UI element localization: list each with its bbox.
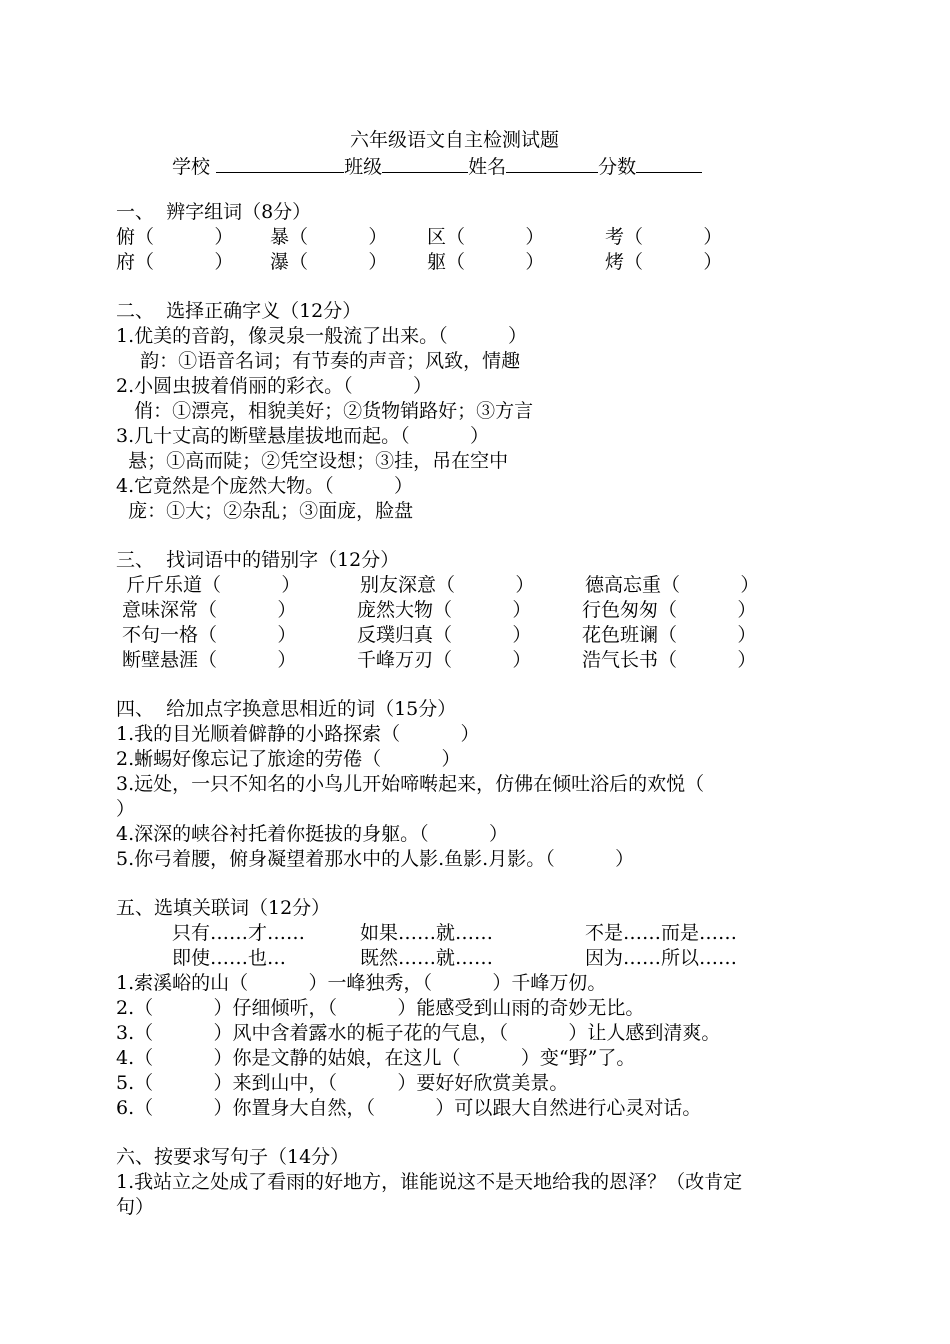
sec1-item: 府（ ） xyxy=(116,251,234,273)
sec2-line: 4.它竟然是个庞然大物。（ ） xyxy=(116,475,414,497)
section-2-heading: 二、 选择正确字义（12分） xyxy=(116,300,362,322)
section-4-heading: 四、 给加点字换意思相近的词（15分） xyxy=(116,698,457,720)
sec2-line: 庞：①大；②杂乱；③面庞，脸盘 xyxy=(116,500,414,522)
conjunction-option: 即使……也… xyxy=(172,947,287,969)
sec3-item: 意味深常（ ） xyxy=(122,599,297,621)
sec2-line: 1.优美的音韵，像灵泉一般流了出来。（ ） xyxy=(116,325,528,347)
sec6-line: 1.我站立之处成了看雨的好地方，谁能说这不是天地给我的恩泽？（改肯定 xyxy=(116,1171,743,1193)
conjunction-option: 既然……就…… xyxy=(360,947,494,969)
conjunction-option: 只有……才…… xyxy=(172,922,306,944)
conjunction-option: 如果……就…… xyxy=(360,922,494,944)
sec1-item: 俯（ ） xyxy=(116,226,234,248)
sec4-line: 3.远处，一只不知名的小鸟儿开始啼啭起来，仿佛在倾吐浴后的欢悦（ xyxy=(116,773,705,795)
school-label: 学校 xyxy=(172,156,211,178)
conjunction-option: 因为……所以…… xyxy=(585,947,738,969)
class-label: 班级 xyxy=(344,156,383,178)
conjunction-option: 不是……而是…… xyxy=(585,922,738,944)
sec2-line: 2.小圆虫披着俏丽的彩衣。（ ） xyxy=(116,375,433,397)
section-1-heading: 一、 辨字组词（8分） xyxy=(116,201,312,223)
sec2-line: 俏：①漂亮，相貌美好；②货物销路好；③方言 xyxy=(116,400,534,422)
sec3-item: 斤斤乐道（ ） xyxy=(126,574,301,596)
sec5-line: 6.（ ）你置身大自然，（ ）可以跟大自然进行心灵对话。 xyxy=(116,1097,702,1119)
section-6-heading: 六、按要求写句子（14分） xyxy=(116,1146,350,1168)
sec2-line: 3.几十丈高的断壁悬崖拔地而起。（ ） xyxy=(116,425,490,447)
score-label: 分数 xyxy=(598,156,637,178)
exam-title: 六年级语文自主检测试题 xyxy=(350,129,560,151)
sec4-line: ） xyxy=(116,798,136,820)
sec5-line: 5.（ ）来到山中，（ ）要好好欣赏美景。 xyxy=(116,1072,569,1094)
sec6-line: 句） xyxy=(116,1196,155,1218)
sec1-item: 瀑（ ） xyxy=(270,251,388,273)
sec3-item: 花色班谰（ ） xyxy=(582,624,757,646)
header-info-line xyxy=(172,152,702,179)
sec3-item: 反璞归真（ ） xyxy=(357,624,532,646)
section-3-heading: 三、 找词语中的错别字（12分） xyxy=(116,549,400,571)
sec3-item: 浩气长书（ ） xyxy=(582,649,757,671)
sec2-line: 悬；①高而陡；②凭空设想；③挂，吊在空中 xyxy=(116,450,509,472)
sec4-line: 1.我的目光顺着僻静的小路探索（ ） xyxy=(116,723,480,745)
score-blank[interactable] xyxy=(636,152,702,173)
sec1-item: 暴（ ） xyxy=(270,226,388,248)
class-blank[interactable] xyxy=(382,152,468,173)
sec5-line: 3.（ ）风中含着露水的栀子花的气息，（ ）让人感到清爽。 xyxy=(116,1022,721,1044)
sec4-line: 2.蜥蜴好像忘记了旅途的劳倦（ ） xyxy=(116,748,461,770)
sec1-item: 考（ ） xyxy=(605,226,723,248)
sec3-item: 断壁悬涯（ ） xyxy=(122,649,297,671)
sec4-line: 5.你弓着腰，俯身凝望着那水中的人影.鱼影.月影。（ ） xyxy=(116,848,635,870)
sec4-line: 4.深深的峡谷衬托着你挺拔的身躯。（ ） xyxy=(116,823,509,845)
sec3-item: 行色匆匆（ ） xyxy=(582,599,757,621)
sec5-line: 2.（ ）仔细倾听，（ ）能感受到山雨的奇妙无比。 xyxy=(116,997,645,1019)
name-label: 姓名 xyxy=(468,156,507,178)
sec2-line: 韵：①语音名词；有节奏的声音；风致，情趣 xyxy=(116,350,521,372)
sec5-line: 4.（ ）你是文静的姑娘，在这儿（ ）变“野”了。 xyxy=(116,1047,636,1069)
sec1-item: 躯（ ） xyxy=(427,251,545,273)
sec3-item: 千峰万刃（ ） xyxy=(357,649,532,671)
sec1-item: 区（ ） xyxy=(427,226,545,248)
sec3-item: 德高忘重（ ） xyxy=(585,574,760,596)
sec3-item: 不句一格（ ） xyxy=(122,624,297,646)
sec1-item: 烤（ ） xyxy=(605,251,723,273)
sec3-item: 庞然大物（ ） xyxy=(357,599,532,621)
sec5-line: 1.索溪峪的山（ ）一峰独秀，（ ）千峰万仞。 xyxy=(116,972,607,994)
section-5-heading: 五、选填关联词（12分） xyxy=(116,897,331,919)
name-blank[interactable] xyxy=(506,152,598,173)
sec3-item: 别友深意（ ） xyxy=(360,574,535,596)
school-blank[interactable] xyxy=(216,152,344,173)
